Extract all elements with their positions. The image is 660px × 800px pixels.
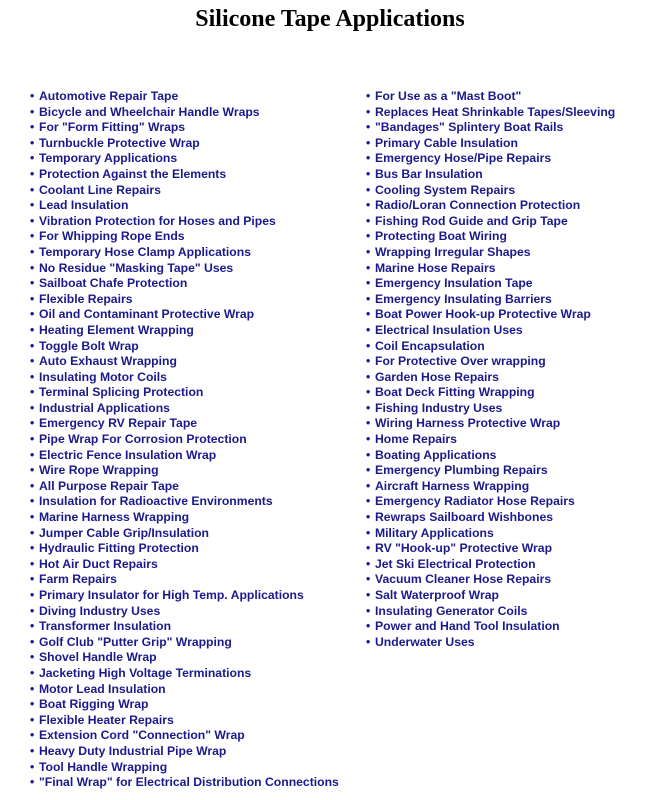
list-item <box>366 557 615 573</box>
list-item <box>366 370 615 386</box>
bullet-icon: • <box>30 759 35 774</box>
list-item <box>366 604 615 620</box>
bullet-icon: • <box>366 276 371 291</box>
list-item-label: Electric Fence Insulation Wrap <box>39 447 217 462</box>
list-item <box>30 463 339 479</box>
bullet-icon: • <box>366 619 371 634</box>
list-item-label: Golf Club "Putter Grip" Wrapping <box>39 634 232 649</box>
list-item <box>30 385 339 401</box>
list-item-label: Home Repairs <box>375 432 457 447</box>
list-item <box>366 526 615 542</box>
list-item <box>30 510 339 526</box>
bullet-icon: • <box>30 697 35 712</box>
list-item-label: No Residue "Masking Tape" Uses <box>39 260 234 275</box>
list-item <box>366 307 615 323</box>
list-item <box>366 463 615 479</box>
list-item <box>366 541 615 557</box>
list-item <box>366 276 615 292</box>
list-item-label: Temporary Applications <box>39 151 178 166</box>
list-item-label: Toggle Bolt Wrap <box>39 338 139 353</box>
bullet-icon: • <box>30 151 35 166</box>
list-item <box>366 245 615 261</box>
list-item-label: Insulating Generator Coils <box>375 603 528 618</box>
list-item-label: Diving Industry Uses <box>39 603 161 618</box>
list-item-label: For "Form Fitting" Wraps <box>39 120 186 135</box>
list-item-label: Transformer Insulation <box>39 619 172 634</box>
list-item <box>366 261 615 277</box>
bullet-icon: • <box>366 229 371 244</box>
bullet-icon: • <box>366 556 371 571</box>
list-item <box>366 385 615 401</box>
list-item-label: Terminal Splicing Protection <box>39 385 204 400</box>
list-item <box>366 588 615 604</box>
list-item-label: Insulating Motor Coils <box>39 369 167 384</box>
bullet-icon: • <box>30 89 35 103</box>
list-item-label: RV "Hook-up" Protective Wrap <box>375 541 553 556</box>
bullet-icon: • <box>30 213 35 228</box>
bullet-icon: • <box>30 494 35 509</box>
list-item <box>366 183 615 199</box>
list-item-label: Underwater Uses <box>375 634 475 649</box>
list-item <box>30 682 339 698</box>
list-item <box>30 713 339 729</box>
applications-list-left <box>30 89 339 791</box>
list-item-label: Primary Insulator for High Temp. Applications <box>39 588 304 602</box>
bullet-icon: • <box>30 385 35 400</box>
bullet-icon: • <box>366 603 371 618</box>
list-item-label: Power and Hand Tool Insulation <box>375 619 560 634</box>
list-item <box>30 650 339 666</box>
bullet-icon: • <box>366 588 371 602</box>
list-item-label: "Bandages" Splintery Boat Rails <box>375 120 564 135</box>
list-item <box>30 89 339 105</box>
list-item-label: Emergency Plumbing Repairs <box>375 463 548 478</box>
bullet-icon: • <box>30 244 35 259</box>
list-item <box>30 167 339 183</box>
page-title: Silicone Tape Applications <box>195 6 465 32</box>
bullet-icon: • <box>366 525 371 540</box>
list-item <box>30 526 339 542</box>
list-item-label: Temporary Hose Clamp Applications <box>39 244 251 259</box>
list-item-label: For Protective Over wrapping <box>375 354 546 369</box>
list-item <box>30 619 339 635</box>
bullet-icon: • <box>366 307 371 322</box>
list-item-label: Industrial Applications <box>39 400 170 415</box>
bullet-icon: • <box>366 151 371 166</box>
list-item-label: Farm Repairs <box>39 572 117 587</box>
bullet-icon: • <box>366 400 371 415</box>
list-item <box>366 198 615 214</box>
list-item-label: Jumper Cable Grip/Insulation <box>39 525 209 540</box>
list-item <box>30 323 339 339</box>
list-item <box>30 744 339 760</box>
bullet-icon: • <box>30 432 35 447</box>
bullet-icon: • <box>366 447 371 462</box>
list-item-label: Wire Rope Wrapping <box>39 463 159 478</box>
list-item <box>30 198 339 214</box>
list-item <box>30 183 339 199</box>
list-item-label: Salt Waterproof Wrap <box>375 588 499 602</box>
bullet-icon: • <box>366 291 371 306</box>
list-item <box>30 370 339 386</box>
list-item-label: Sailboat Chafe Protection <box>39 276 188 291</box>
list-item <box>30 572 339 588</box>
bullet-icon: • <box>366 135 371 150</box>
bullet-icon: • <box>30 588 35 602</box>
bullet-icon: • <box>366 166 371 181</box>
list-item <box>30 697 339 713</box>
list-item-label: Boating Applications <box>375 447 497 462</box>
bullet-icon: • <box>30 416 35 431</box>
list-item-label: Aircraft Harness Wrapping <box>375 478 530 493</box>
list-item-label: Garden Hose Repairs <box>375 369 499 384</box>
list-item <box>30 479 339 495</box>
bullet-icon: • <box>30 276 35 291</box>
list-item <box>366 432 615 448</box>
bullet-icon: • <box>30 291 35 306</box>
bullet-icon: • <box>30 619 35 634</box>
list-item-label: Bus Bar Insulation <box>375 166 483 181</box>
list-item-label: Wiring Harness Protective Wrap <box>375 416 561 431</box>
list-item <box>30 339 339 355</box>
bullet-icon: • <box>30 120 35 135</box>
list-item <box>30 214 339 230</box>
list-item <box>30 120 339 136</box>
list-item <box>366 479 615 495</box>
list-item <box>30 276 339 292</box>
list-item-label: Hot Air Duct Repairs <box>39 556 158 571</box>
list-item-label: Coolant Line Repairs <box>39 182 161 197</box>
list-item-label: "Final Wrap" for Electrical Distribution Connections <box>39 775 339 790</box>
list-item <box>30 557 339 573</box>
list-item-label: Protecting Boat Wiring <box>375 229 507 244</box>
list-item-label: Extension Cord "Connection" Wrap <box>39 728 245 743</box>
list-item <box>366 572 615 588</box>
list-item-label: Cooling System Repairs <box>375 182 516 197</box>
list-item-label: Jacketing High Voltage Terminations <box>39 665 252 680</box>
bullet-icon: • <box>30 681 35 696</box>
bullet-icon: • <box>366 572 371 587</box>
list-item-label: Lead Insulation <box>39 198 129 213</box>
bullet-icon: • <box>366 541 371 556</box>
bullet-icon: • <box>30 104 35 119</box>
bullet-icon: • <box>30 198 35 213</box>
bullet-icon: • <box>30 322 35 337</box>
list-item <box>30 105 339 121</box>
list-item <box>30 136 339 152</box>
list-item <box>30 401 339 417</box>
bullet-icon: • <box>366 478 371 493</box>
list-item <box>30 728 339 744</box>
bullet-icon: • <box>30 260 35 275</box>
bullet-icon: • <box>30 775 35 790</box>
list-item-label: Coil Encapsulation <box>375 338 485 353</box>
list-item-label: Boat Deck Fitting Wrapping <box>375 385 535 400</box>
list-item-label: Protection Against the Elements <box>39 166 227 181</box>
bullet-icon: • <box>30 182 35 197</box>
list-item <box>30 775 339 791</box>
bullet-icon: • <box>30 728 35 743</box>
bullet-icon: • <box>30 135 35 150</box>
list-item <box>366 167 615 183</box>
list-item <box>30 245 339 261</box>
bullet-icon: • <box>366 463 371 478</box>
list-item-label: For Whipping Rope Ends <box>39 229 185 244</box>
bullet-icon: • <box>30 338 35 353</box>
bullet-icon: • <box>366 104 371 119</box>
list-item-label: All Purpose Repair Tape <box>39 478 179 493</box>
list-item-label: Rewraps Sailboard Wishbones <box>375 510 554 525</box>
bullet-icon: • <box>366 182 371 197</box>
list-item-label: Boat Power Hook-up Protective Wrap <box>375 307 591 322</box>
list-item <box>366 354 615 370</box>
list-item <box>366 120 615 136</box>
bullet-icon: • <box>366 322 371 337</box>
bullet-icon: • <box>366 260 371 275</box>
list-item-label: Auto Exhaust Wrapping <box>39 354 177 369</box>
bullet-icon: • <box>30 665 35 680</box>
list-item-label: Pipe Wrap For Corrosion Protection <box>39 432 247 447</box>
list-item <box>30 307 339 323</box>
bullet-icon: • <box>366 510 371 525</box>
bullet-icon: • <box>30 354 35 369</box>
bullet-icon: • <box>30 478 35 493</box>
bullet-icon: • <box>366 369 371 384</box>
bullet-icon: • <box>366 494 371 509</box>
list-item <box>366 635 615 651</box>
bullet-icon: • <box>30 229 35 244</box>
list-item-label: Oil and Contaminant Protective Wrap <box>39 307 255 322</box>
bullet-icon: • <box>30 447 35 462</box>
list-item <box>30 666 339 682</box>
list-item <box>30 604 339 620</box>
bullet-icon: • <box>30 541 35 556</box>
list-item-label: Tool Handle Wrapping <box>39 759 168 774</box>
list-item-label: Hydraulic Fitting Protection <box>39 541 199 556</box>
list-item-label: Wrapping Irregular Shapes <box>375 244 531 259</box>
bullet-icon: • <box>366 89 371 103</box>
list-item <box>366 510 615 526</box>
list-item-label: Vacuum Cleaner Hose Repairs <box>375 572 552 587</box>
list-item <box>30 432 339 448</box>
list-item-label: Fishing Rod Guide and Grip Tape <box>375 213 568 228</box>
list-item <box>30 541 339 557</box>
list-item <box>366 401 615 417</box>
list-item-label: For Use as a "Mast Boot" <box>375 89 522 103</box>
bullet-icon: • <box>366 634 371 649</box>
bullet-icon: • <box>30 307 35 322</box>
list-item-label: Automotive Repair Tape <box>39 89 179 103</box>
list-item-label: Emergency Insulation Tape <box>375 276 533 291</box>
list-item <box>366 448 615 464</box>
list-item-label: Flexible Repairs <box>39 291 133 306</box>
list-item <box>366 105 615 121</box>
list-item-label: Electrical Insulation Uses <box>375 322 523 337</box>
list-item-label: Marine Harness Wrapping <box>39 510 190 525</box>
applications-list-right <box>366 89 615 650</box>
bullet-icon: • <box>366 120 371 135</box>
bullet-icon: • <box>30 369 35 384</box>
list-item <box>30 151 339 167</box>
list-item-label: Motor Lead Insulation <box>39 681 166 696</box>
bullet-icon: • <box>366 354 371 369</box>
list-item <box>30 261 339 277</box>
list-item <box>30 416 339 432</box>
list-item <box>366 214 615 230</box>
list-item-label: Insulation for Radioactive Environments <box>39 494 273 509</box>
list-item-label: Emergency Insulating Barriers <box>375 291 552 306</box>
list-item-label: Radio/Loran Connection Protection <box>375 198 581 213</box>
list-item-label: Bicycle and Wheelchair Handle Wraps <box>39 104 260 119</box>
list-item <box>366 292 615 308</box>
list-item-label: Boat Rigging Wrap <box>39 697 149 712</box>
list-item-label: Emergency RV Repair Tape <box>39 416 198 431</box>
list-item-label: Fishing Industry Uses <box>375 400 503 415</box>
list-item-label: Vibration Protection for Hoses and Pipes <box>39 213 276 228</box>
list-item-label: Replaces Heat Shrinkable Tapes/Sleeving <box>375 104 616 119</box>
list-item-label: Turnbuckle Protective Wrap <box>39 135 200 150</box>
list-item-label: Primary Cable Insulation <box>375 135 518 150</box>
list-item <box>366 339 615 355</box>
list-item <box>366 323 615 339</box>
list-item-label: Jet Ski Electrical Protection <box>375 556 536 571</box>
bullet-icon: • <box>30 400 35 415</box>
bullet-icon: • <box>30 463 35 478</box>
bullet-icon: • <box>366 198 371 213</box>
list-item <box>366 494 615 510</box>
list-item-label: Heating Element Wrapping <box>39 322 194 337</box>
bullet-icon: • <box>366 244 371 259</box>
bullet-icon: • <box>30 166 35 181</box>
bullet-icon: • <box>366 213 371 228</box>
bullet-icon: • <box>366 338 371 353</box>
bullet-icon: • <box>30 525 35 540</box>
list-item <box>30 229 339 245</box>
list-item-label: Emergency Radiator Hose Repairs <box>375 494 575 509</box>
list-item-label: Flexible Heater Repairs <box>39 712 174 727</box>
list-item <box>366 89 615 105</box>
list-item-label: Heavy Duty Industrial Pipe Wrap <box>39 743 227 758</box>
list-item <box>30 760 339 776</box>
list-item <box>366 136 615 152</box>
bullet-icon: • <box>30 634 35 649</box>
list-item <box>30 494 339 510</box>
list-item <box>30 588 339 604</box>
bullet-icon: • <box>30 510 35 525</box>
bullet-icon: • <box>30 743 35 758</box>
list-item <box>366 416 615 432</box>
list-item <box>30 448 339 464</box>
list-item-label: Shovel Handle Wrap <box>39 650 157 665</box>
list-item <box>366 229 615 245</box>
bullet-icon: • <box>366 416 371 431</box>
bullet-icon: • <box>30 572 35 587</box>
list-item <box>366 619 615 635</box>
list-item <box>366 151 615 167</box>
list-item-label: Marine Hose Repairs <box>375 260 496 275</box>
list-item-label: Military Applications <box>375 525 494 540</box>
bullet-icon: • <box>366 385 371 400</box>
list-item <box>30 292 339 308</box>
bullet-icon: • <box>30 556 35 571</box>
list-item-label: Emergency Hose/Pipe Repairs <box>375 151 552 166</box>
bullet-icon: • <box>30 650 35 665</box>
list-item <box>30 354 339 370</box>
bullet-icon: • <box>30 603 35 618</box>
bullet-icon: • <box>30 712 35 727</box>
bullet-icon: • <box>366 432 371 447</box>
list-item <box>30 635 339 651</box>
